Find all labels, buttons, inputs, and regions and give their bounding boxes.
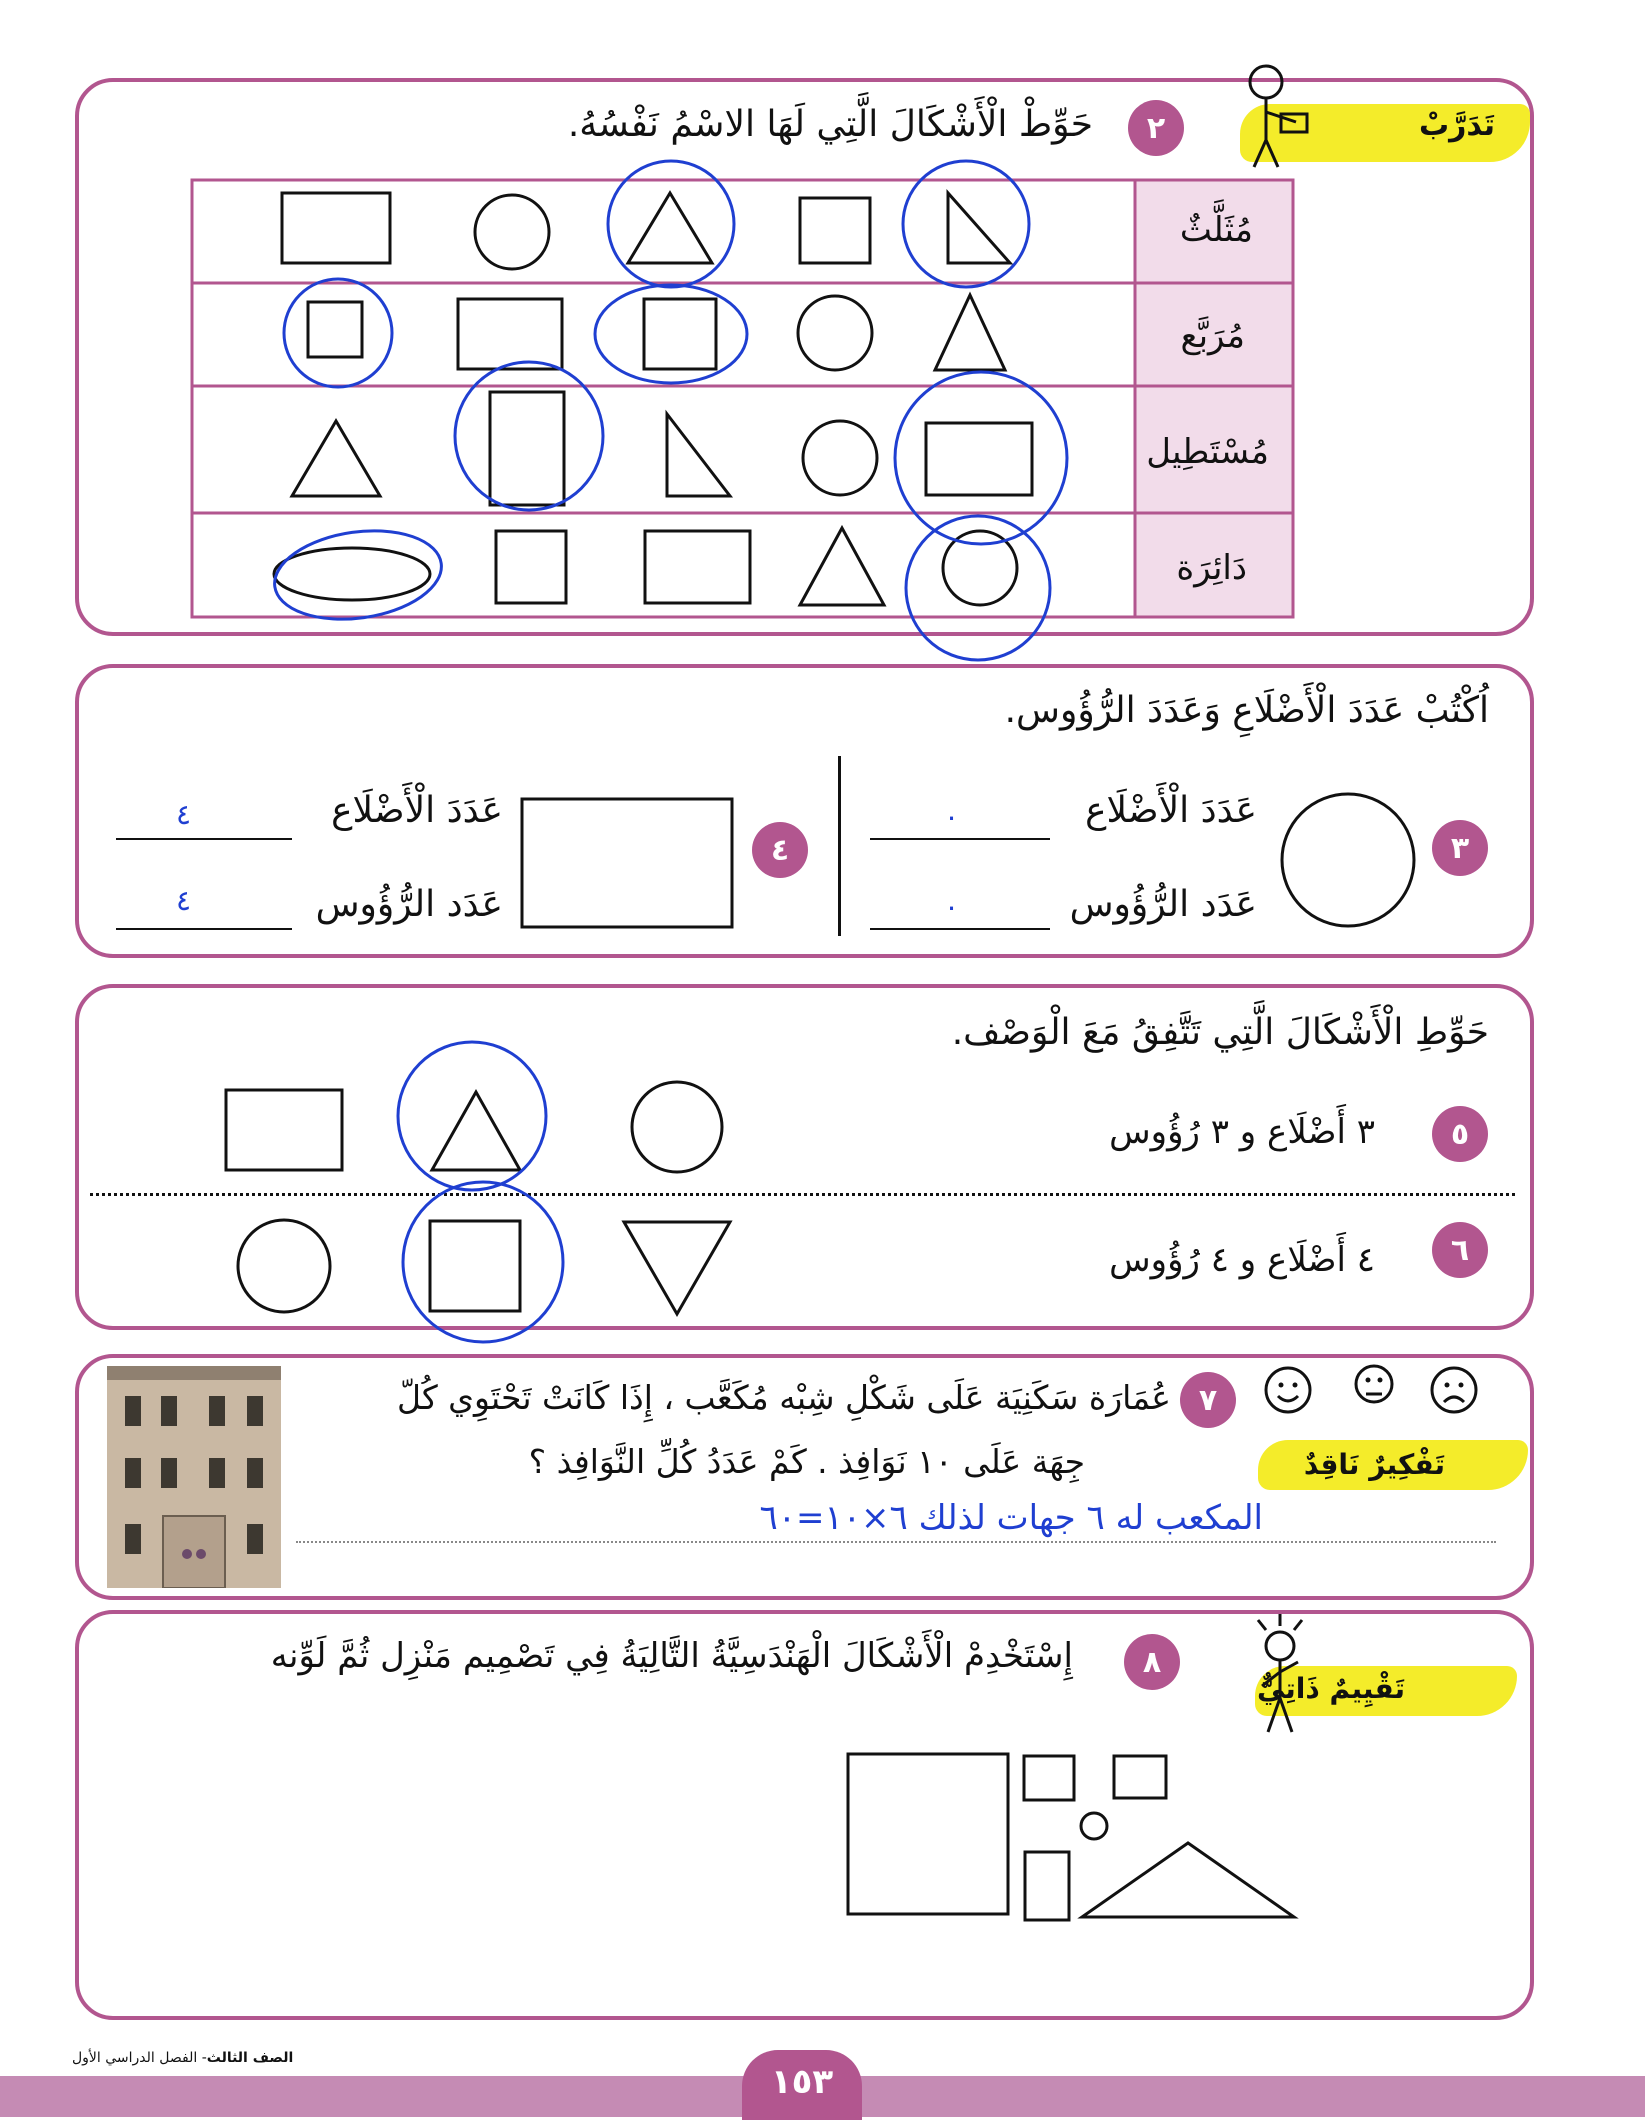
question-number-4: ٤ — [752, 822, 808, 878]
problem-line-2: جِهَة عَلَى ١٠ نَوَافِذ . كَمْ عَدَدُ كُلِّ النَّوَافِذ ؟ — [528, 1442, 1085, 1481]
vertices-label-4: عَدَد الرُّؤُوس — [315, 884, 503, 925]
vertices-label-3: عَدَد الرُّؤُوس — [1069, 884, 1257, 925]
question-number-7: ٧ — [1180, 1372, 1236, 1428]
page-number: ١٥٣ — [770, 2062, 834, 2102]
sides-label-3: عَدَدَ الْأَضْلَاع — [1085, 790, 1257, 831]
instruction-design-house: إِسْتَخْدِمْ الْأَشْكَالَ الْهَنْدَسِيَّةُ التَّالِيَةُ فِي تَصْمِيم مَنْزِل ثُمَّ لَوِّنه — [270, 1636, 1073, 1676]
grade-bold: الصف الثالث — [206, 2050, 294, 2066]
grade-rest: - الفصل الدراسي الأول — [72, 2050, 207, 2066]
self-assessment-tag: تَقْيِيمٌ ذَاتِيٌّ — [1256, 1672, 1405, 1705]
instruction-write-sides-vertices: اُكْتُبْ عَدَدَ الْأَضْلَاعِ وَعَدَدَ الرُّؤُوس. — [1004, 690, 1489, 731]
description-5: ٣ أَضْلَاع و ٣ رُؤُوس — [1109, 1112, 1375, 1152]
question-number-6: ٦ — [1432, 1222, 1488, 1278]
instruction-circle-same-name: حَوِّطْ الْأَشْكَالَ الَّتِي لَهَا الاسْمُ نَفْسُهُ. — [567, 104, 1093, 145]
question-number-2: ٢ — [1128, 100, 1184, 156]
large-square-shape — [848, 1754, 1008, 1914]
problem-answer: المكعب له ٦ جهات لذلك ٦×١٠=٦٠ — [759, 1498, 1263, 1538]
question-number-8: ٨ — [1124, 1634, 1180, 1690]
description-6: ٤ أَضْلَاع و ٤ رُؤُوس — [1109, 1240, 1375, 1280]
sides-answer-4: ٤ — [176, 798, 192, 831]
vertices-answer-4: ٤ — [176, 884, 192, 917]
question-number-3: ٣ — [1432, 820, 1488, 876]
row-label-triangle: مُثَلَّثٌ — [1179, 210, 1253, 250]
small-circle-shape — [1081, 1813, 1107, 1839]
instruction-circle-matching: حَوِّطِ الْأَشْكَالَ الَّتِي تَتَّفِقُ مَعَ الْوَصْف. — [951, 1012, 1489, 1053]
practice-tag: تَدَرَّبْ — [1418, 108, 1495, 143]
row-label-rectangle: مُسْتَطِيل — [1146, 432, 1269, 472]
problem-line-1: عُمَارَة سَكَنِيَة عَلَى شَكْلِ شِبْه مُكَعَّب ، إِذَا كَانَتْ تَحْتَوِي كُلّ — [396, 1378, 1171, 1417]
vertices-answer-3: ٠ — [944, 890, 960, 923]
row-label-circle: دَائِرَة — [1176, 548, 1247, 588]
row-label-square: مُرَبَّع — [1180, 316, 1245, 356]
small-square-shape — [1024, 1756, 1074, 1800]
sides-answer-3: ٠ — [944, 800, 960, 833]
small-rectangle-shape — [1025, 1852, 1069, 1920]
question-number-5: ٥ — [1432, 1106, 1488, 1162]
grade-label — [72, 2050, 293, 2066]
small-square-shape — [1114, 1756, 1166, 1798]
sides-label-4: عَدَدَ الْأَضْلَاع — [331, 790, 503, 831]
critical-thinking-tag: تَفْكِيرٌ نَاقِدٌ — [1303, 1448, 1445, 1481]
triangle-shape — [1082, 1843, 1294, 1917]
